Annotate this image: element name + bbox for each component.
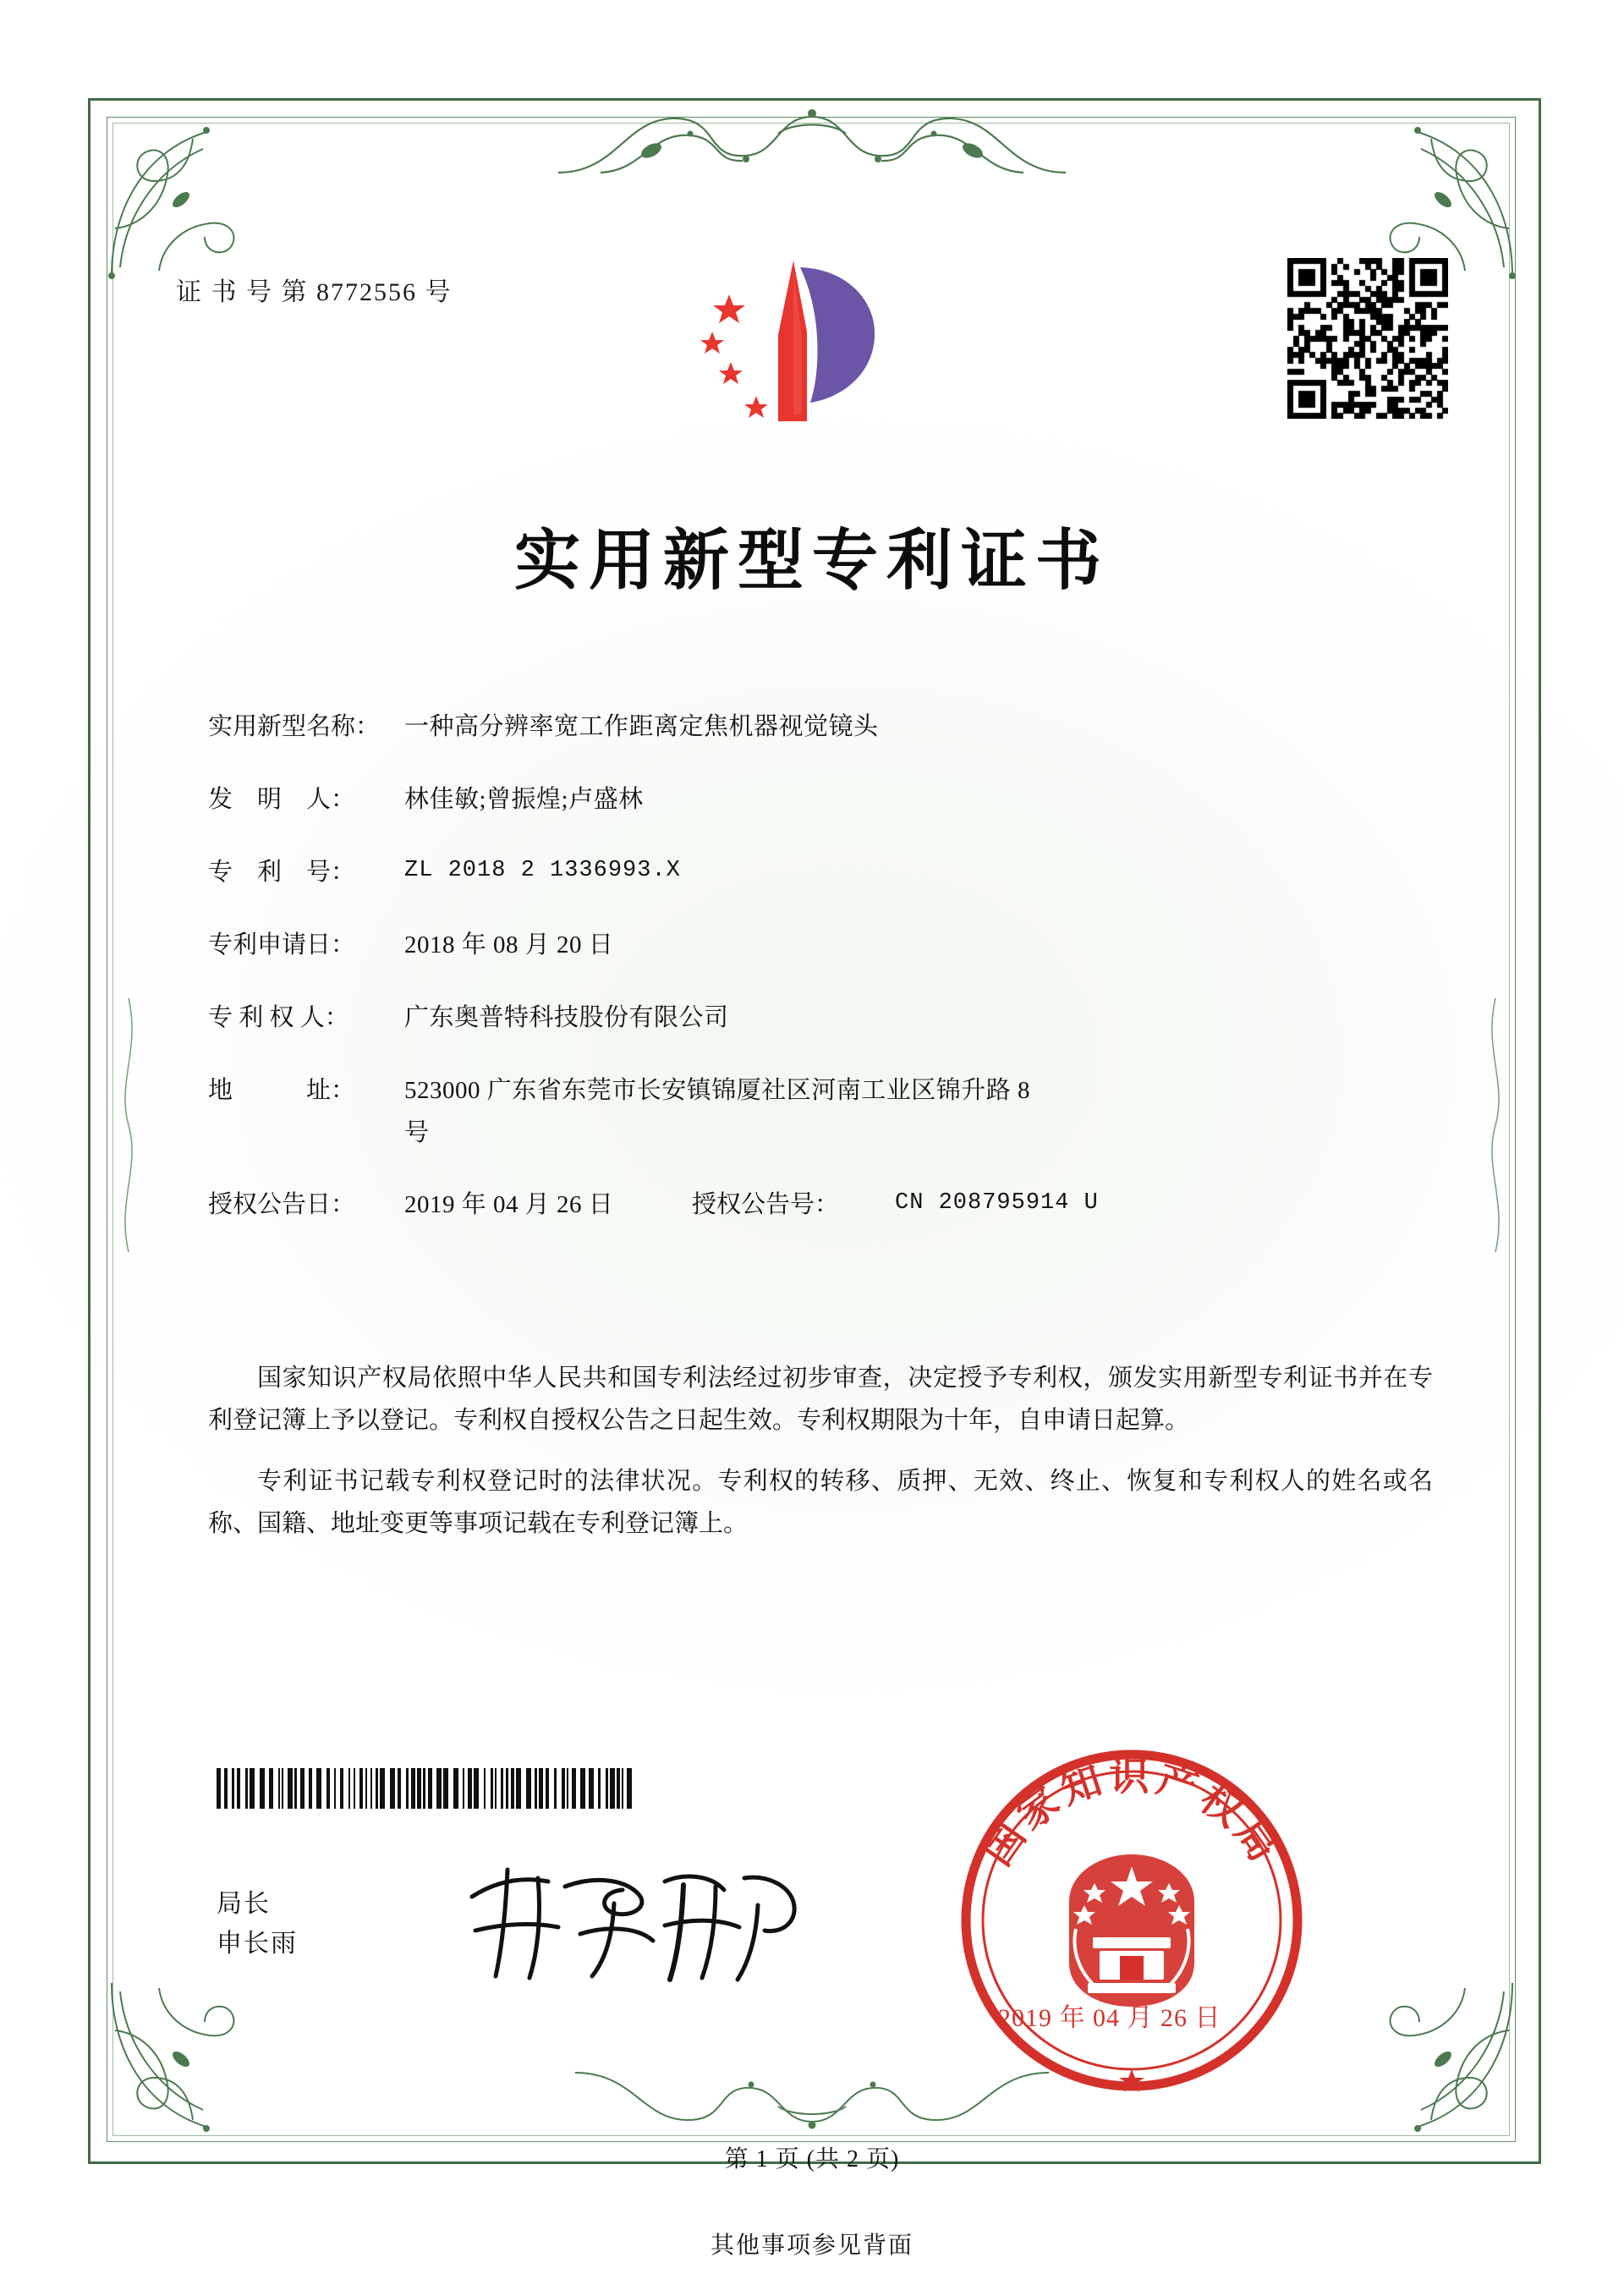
field-patent-number	[208, 854, 1418, 890]
signature-block	[217, 1885, 298, 1964]
barcode-bar	[468, 1768, 472, 1809]
barcode-bar	[617, 1768, 620, 1809]
barcode-bar	[572, 1768, 576, 1809]
signature-name-label: 申长雨	[217, 1929, 298, 1958]
barcode-bar	[294, 1768, 297, 1809]
barcode-bar	[606, 1768, 608, 1809]
barcode-bar	[411, 1768, 415, 1809]
fields-block	[208, 709, 1418, 1256]
barcode-bar	[326, 1768, 330, 1809]
paragraph: 专利证书记载专利权登记时的法律状况。专利权的转移、质押、无效、终止、恢复和专利权人的姓名或名称、国籍、地址变更等事项记载在专利登记簿上。	[208, 1467, 1433, 1537]
field-label: 专 利 权 人：	[208, 1004, 349, 1032]
barcode-bar	[282, 1768, 283, 1809]
barcode-bar	[474, 1768, 479, 1809]
barcode-bar	[278, 1768, 280, 1809]
barcode-bar	[340, 1768, 343, 1809]
barcode-bar	[580, 1768, 585, 1809]
barcode-bar	[443, 1768, 448, 1809]
barcode-bar	[250, 1768, 255, 1809]
barcode-bar	[428, 1768, 432, 1809]
field-value-secondary: CN 208795914 U	[895, 1190, 1099, 1217]
barcode-bar	[622, 1768, 623, 1809]
barcode-bar	[398, 1768, 401, 1809]
field-patentee	[208, 1000, 1418, 1035]
barcode-bar	[567, 1768, 568, 1809]
field-label: 授权公告日：	[208, 1191, 356, 1219]
barcode-bar	[237, 1768, 240, 1809]
barcode-bar	[309, 1768, 312, 1809]
barcode-bar	[365, 1768, 367, 1809]
barcode-bar	[300, 1768, 304, 1809]
barcode-bar	[501, 1768, 503, 1809]
field-address	[208, 1073, 1418, 1108]
qr-code	[1287, 258, 1448, 419]
barcode-bar	[506, 1768, 508, 1809]
page-indicator: 第 1 页 (共 2 页)	[724, 2146, 900, 2172]
paragraph: 国家知识产权局依照中华人民共和国专利法经过初步审查，决定授予专利权，颁发实用新型专利证书并在专利登记簿上予以登记。专利权自授权公告之日起生效。专利权期限为十年，自申请日起算。	[208, 1365, 1433, 1434]
barcode-bar	[359, 1768, 363, 1809]
back-side-note: 其他事项参见背面	[710, 2233, 914, 2259]
field-application-date	[208, 927, 1418, 963]
barcode-bar	[484, 1768, 486, 1809]
field-value: 2019 年 04 月 26 日	[404, 1191, 614, 1219]
barcode-bar	[453, 1768, 458, 1809]
barcode-bar	[539, 1768, 543, 1809]
barcode-bar	[491, 1768, 493, 1809]
barcode-bar	[463, 1768, 464, 1809]
barcode-bar	[598, 1768, 601, 1809]
barcode-bar	[406, 1768, 409, 1809]
barcode-bar	[436, 1768, 442, 1809]
field-value: 广东奥普特科技股份有限公司	[404, 1004, 729, 1032]
barcode-bar	[380, 1768, 385, 1809]
page-title: 实用新型专利证书	[513, 522, 1110, 599]
field-value: ZL 2018 2 1336993.X	[404, 858, 681, 884]
legal-text-block	[208, 1358, 1433, 1564]
handwritten-signature	[457, 1853, 812, 1997]
barcode-bar	[495, 1768, 497, 1809]
barcode-bar	[511, 1768, 514, 1809]
barcode	[217, 1768, 639, 1809]
barcode-bar	[354, 1768, 355, 1809]
barcode-bar	[348, 1768, 350, 1809]
barcode-bar	[288, 1768, 293, 1809]
svg-text:国家知识产权局: 国家知识产权局	[974, 1754, 1290, 1875]
barcode-bar	[516, 1768, 521, 1809]
barcode-bar	[554, 1768, 557, 1809]
barcode-bar	[562, 1768, 565, 1809]
field-label: 专利申请日：	[208, 931, 356, 959]
certificate-number: 证 书 号 第 8772556 号	[176, 278, 453, 306]
field-value: 一种高分辨率宽工作距离定焦机器视觉镜头	[404, 713, 879, 740]
barcode-bar	[370, 1768, 372, 1809]
barcode-bar	[232, 1768, 234, 1809]
barcode-bar	[269, 1768, 273, 1809]
barcode-bar	[627, 1768, 632, 1809]
seal-date: 2019 年 04 月 26 日	[998, 2004, 1221, 2032]
barcode-bar	[423, 1768, 425, 1809]
field-label: 专 利 号：	[208, 859, 356, 887]
signature-role-label: 局长	[217, 1890, 271, 1918]
field-grant-announcement	[208, 1187, 1418, 1222]
field-address-line2: 号	[404, 1119, 430, 1147]
patent-logo	[694, 254, 897, 448]
barcode-bar	[417, 1768, 421, 1809]
field-value: 523000 广东省东莞市长安镇锦厦社区河南工业区锦升路 8	[404, 1077, 1031, 1105]
barcode-bar	[334, 1768, 336, 1809]
barcode-bar	[610, 1768, 615, 1809]
official-seal	[954, 1743, 1309, 2098]
field-inventors	[208, 782, 1418, 817]
barcode-bar	[316, 1768, 321, 1809]
barcode-bar	[589, 1768, 594, 1809]
barcode-bar	[526, 1768, 531, 1809]
field-label: 发 明 人：	[208, 786, 356, 814]
field-label: 地 址：	[208, 1077, 356, 1105]
barcode-bar	[260, 1768, 265, 1809]
field-value: 2018 年 08 月 20 日	[404, 931, 614, 959]
barcode-bar	[245, 1768, 248, 1809]
field-utility-model-name	[208, 709, 1418, 744]
barcode-bar	[390, 1768, 395, 1809]
barcode-bar	[224, 1768, 228, 1809]
field-value: 林佳敏;曾振煌;卢盛林	[404, 786, 644, 814]
barcode-bar	[217, 1768, 221, 1809]
barcode-bar	[376, 1768, 378, 1809]
barcode-bar	[535, 1768, 537, 1809]
field-label-secondary: 授权公告号：	[692, 1191, 840, 1219]
field-label: 实用新型名称：	[208, 713, 381, 740]
barcode-bar	[546, 1768, 549, 1809]
